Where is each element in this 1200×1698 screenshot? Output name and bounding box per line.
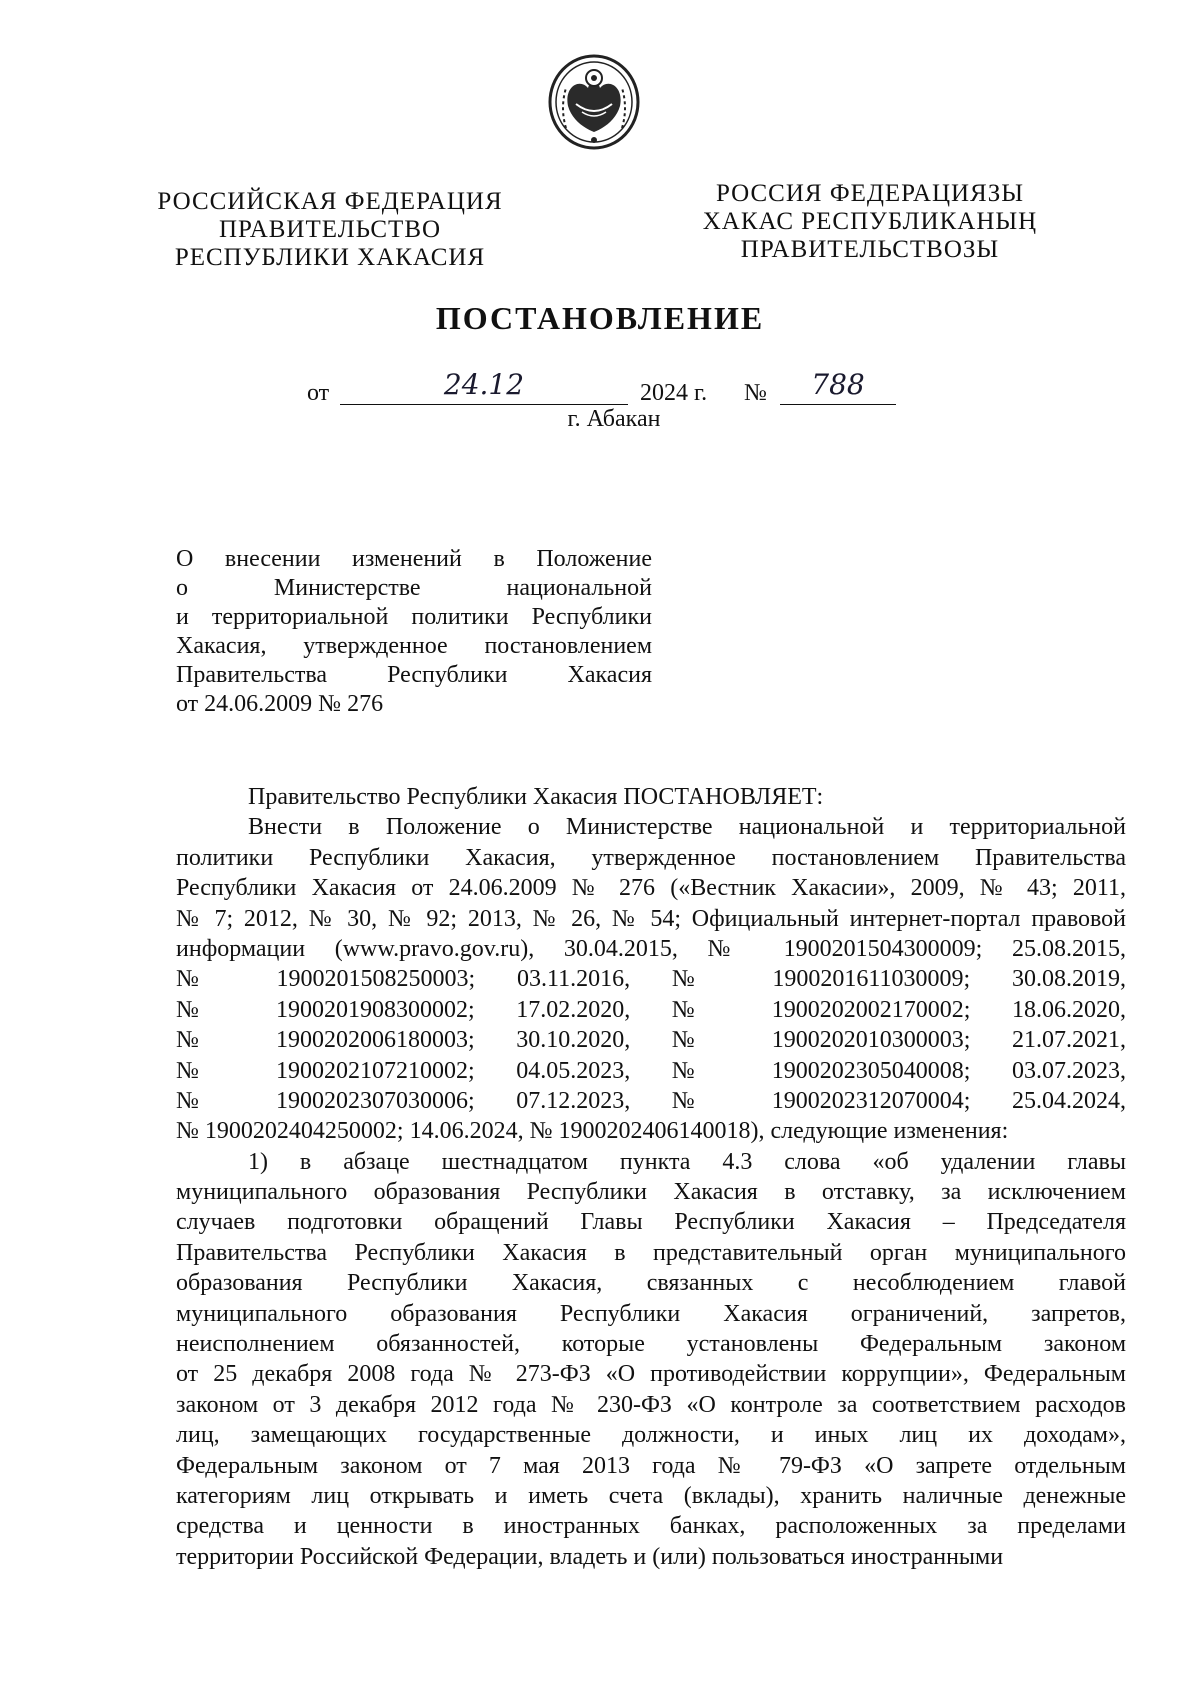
body-line: законом от 3 декабря 2012 года № 230-ФЗ «О контроле за соответствием расходов bbox=[176, 1391, 1126, 1418]
date-underline bbox=[340, 404, 628, 405]
date-prefix: от bbox=[307, 380, 330, 406]
body-line: муниципального образования Республики Хакасия в отставку, за исключением bbox=[176, 1179, 1126, 1206]
paragraph-2 bbox=[176, 1147, 1126, 1572]
subject-line: О внесении изменений в Положение bbox=[176, 546, 652, 572]
body-line: от 25 декабря 2008 года № 273-ФЗ «О противодействии коррупции», Федеральным bbox=[176, 1361, 1126, 1388]
document-body bbox=[176, 782, 1126, 1572]
body-line: № 1900201908300002; 17.02.2020, № 1900202002170002; 18.06.2020, bbox=[176, 996, 1126, 1023]
document-title: ПОСТАНОВЛЕНИЕ bbox=[435, 300, 765, 336]
body-line: информации (www.pravo.gov.ru), 30.04.2015, № 1900201504300009; 25.08.2015, bbox=[176, 935, 1126, 962]
body-line: № 1900202006180003; 30.10.2020, № 1900202010300003; 21.07.2021, bbox=[176, 1027, 1126, 1054]
body-line: Республики Хакасия от 24.06.2009 № 276 («Вестник Хакасии», 2009, № 43; 2011, bbox=[176, 875, 1126, 902]
body-line: № 1900202307030006; 07.12.2023, № 1900202312070004; 25.04.2024, bbox=[176, 1087, 1126, 1114]
city: г. Абакан bbox=[567, 406, 661, 432]
body-line: Федеральным законом от 7 мая 2013 года № 79-ФЗ «О запрете отдельным bbox=[176, 1452, 1126, 1479]
header-left bbox=[150, 188, 510, 272]
body-line: № 7; 2012, № 30, № 92; 2013, № 26, № 54; Официальный интернет-портал правовой bbox=[176, 905, 1126, 932]
dateline bbox=[0, 368, 1200, 408]
paragraph-1 bbox=[176, 812, 1126, 1146]
header-left-line-1: РОССИЙСКАЯ ФЕДЕРАЦИЯ bbox=[157, 188, 503, 215]
handwritten-date: 24.12 bbox=[443, 368, 525, 401]
body-line: случаев подготовки обращений Главы Республики Хакасия – Председателя bbox=[176, 1209, 1126, 1236]
header-right-line-2: ХАКАС РЕСПУБЛИКАНЫҢ bbox=[702, 208, 1038, 235]
handwritten-number: 788 bbox=[811, 368, 865, 401]
number-label: № bbox=[744, 380, 767, 406]
body-line: образования Республики Хакасия, связанных с несоблюдением главой bbox=[176, 1270, 1126, 1297]
header-right-line-1: РОССИЯ ФЕДЕРАЦИЯЗЫ bbox=[715, 180, 1025, 207]
body-line: 1) в абзаце шестнадцатом пункта 4.3 слова «об удалении главы bbox=[248, 1148, 1126, 1175]
body-line: лиц, замещающих государственные должности, и иных лиц их доходам», bbox=[176, 1422, 1126, 1449]
header-left-line-3: РЕСПУБЛИКИ ХАКАСИЯ bbox=[174, 244, 486, 271]
body-line: категориям лиц открывать и иметь счета (вклады), хранить наличные денежные bbox=[176, 1482, 1126, 1509]
subject-line: Хакасия, утвержденное постановлением bbox=[176, 633, 652, 659]
subject-line: о Министерстве национальной bbox=[176, 575, 652, 601]
body-line: Правительства Республики Хакасия в представительный орган муниципального bbox=[176, 1239, 1126, 1266]
header-left-line-2: ПРАВИТЕЛЬСТВО bbox=[218, 216, 442, 243]
subject-block bbox=[176, 545, 652, 719]
body-line: средства и ценности в иностранных банках, расположенных за пределами bbox=[176, 1513, 1126, 1540]
body-line: неисполнением обязанностей, которые установлены Федеральным законом bbox=[176, 1331, 1126, 1358]
body-line: № 1900202107210002; 04.05.2023, № 1900202305040008; 03.07.2023, bbox=[176, 1057, 1126, 1084]
body-line: № 1900202404250002; 14.06.2024, № 1900202406140018), следующие изменения: bbox=[176, 1118, 1009, 1145]
decree-line: Правительство Республики Хакасия ПОСТАНОВЛЯЕТ: bbox=[248, 784, 824, 810]
subject-line: от 24.06.2009 № 276 bbox=[176, 691, 384, 717]
subject-line: Правительства Республики Хакасия bbox=[176, 662, 652, 688]
body-line: Внести в Положение о Министерстве национальной и территориальной bbox=[248, 814, 1126, 841]
body-line: территории Российской Федерации, владеть и (или) пользоваться иностранными bbox=[176, 1543, 1004, 1570]
header-right bbox=[690, 180, 1050, 264]
subject-line: и территориальной политики Республики bbox=[176, 604, 652, 630]
header-right-line-3: ПРАВИТЕЛЬСТВОЗЫ bbox=[740, 236, 1000, 263]
body-line: № 1900201508250003; 03.11.2016, № 1900201611030009; 30.08.2019, bbox=[176, 966, 1126, 993]
body-line: муниципального образования Республики Хакасия ограничений, запретов, bbox=[176, 1300, 1126, 1327]
date-year: 2024 г. bbox=[640, 380, 708, 406]
number-underline bbox=[780, 404, 896, 405]
coat-of-arms-emblem bbox=[546, 48, 642, 152]
body-line: политики Республики Хакасия, утвержденное постановлением Правительства bbox=[176, 844, 1126, 871]
